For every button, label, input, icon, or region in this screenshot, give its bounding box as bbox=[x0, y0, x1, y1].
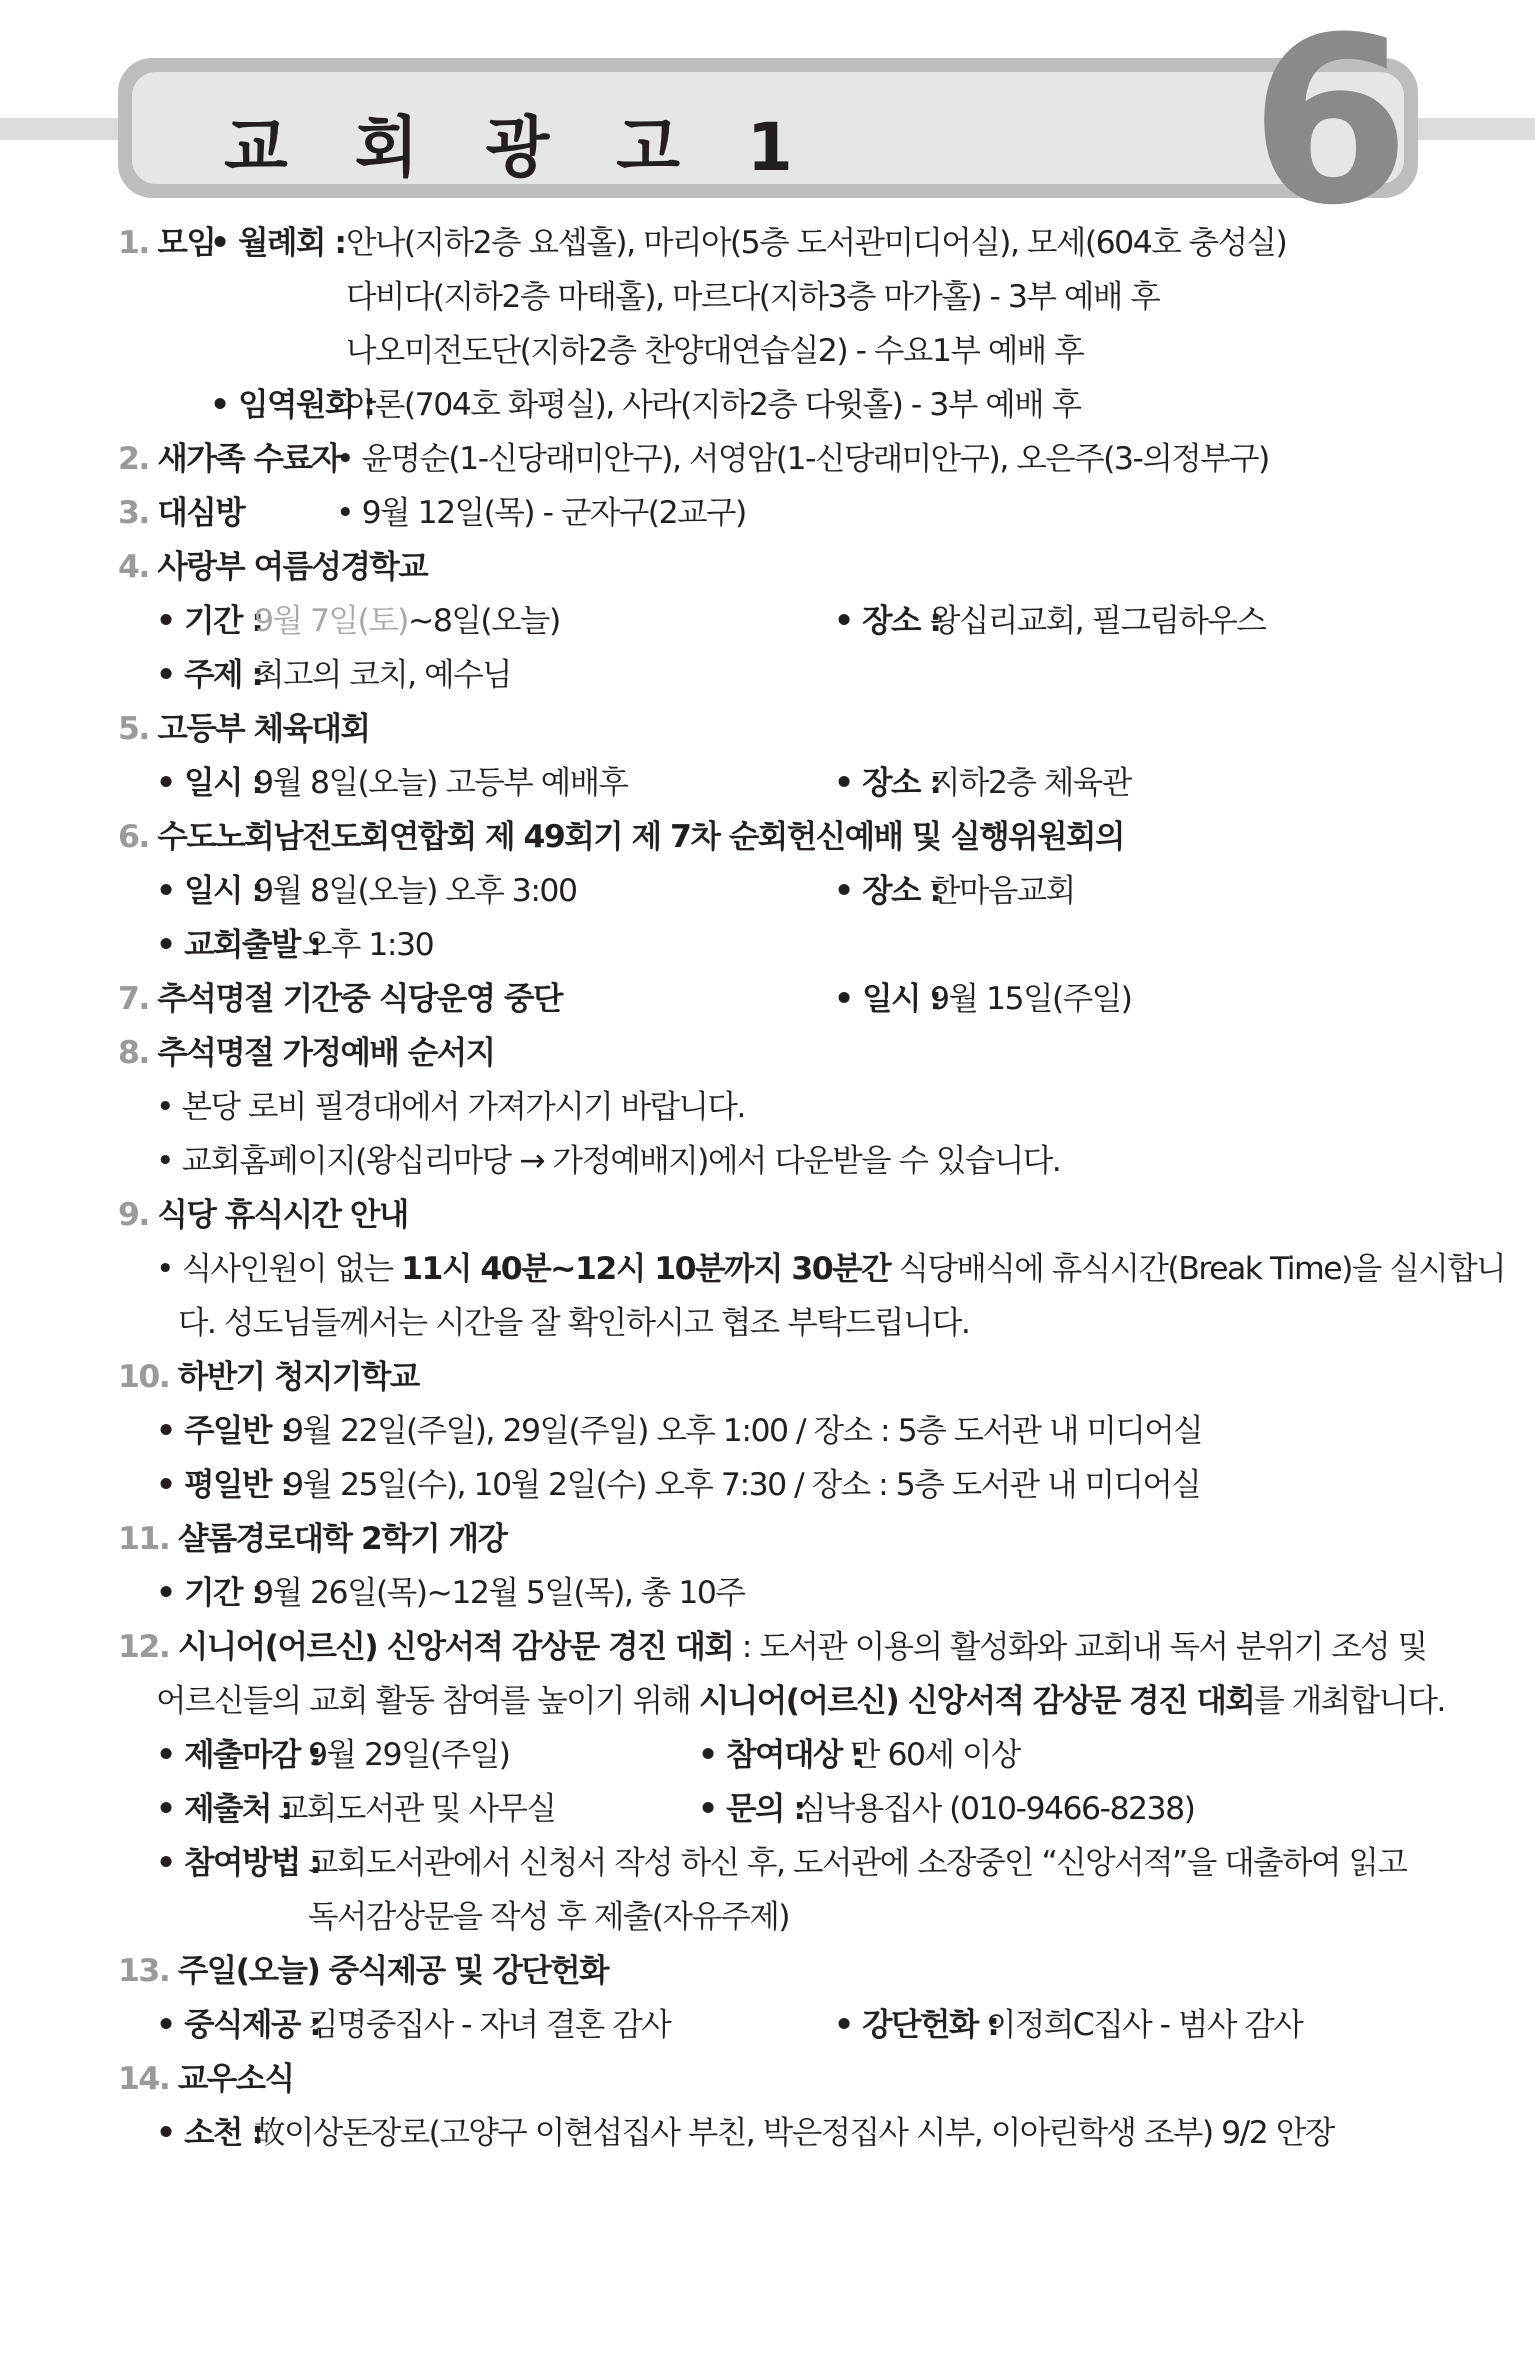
item-4-line bbox=[118, 648, 1418, 702]
field-label: • 강단헌화 : bbox=[834, 2007, 999, 2043]
item-text: • 식사인원이 없는 bbox=[156, 1251, 402, 1287]
field-value: 9월 25일(수), 10월 2일(수) 오후 7:30 / 장소 : 5층 도서관 내 미디어실 bbox=[284, 1467, 1201, 1503]
field-label: • 제출마감 : bbox=[156, 1737, 321, 1773]
field-value: 지하2층 체육관 bbox=[930, 765, 1131, 801]
field-value: 9월 26일(목)~12월 5일(목), 총 10주 bbox=[254, 1575, 745, 1611]
field-value: 故이상돈장로(고양구 이현섭집사 부친, 박은정집사 시부, 이아린학생 조부) 9/2 안장 bbox=[254, 2115, 1334, 2151]
field-label: • 교회출발 : bbox=[156, 927, 321, 963]
field-value: 안나(지하2층 요셉홀), 마리아(5층 도서관미디어실), 모세(604호 충성실) bbox=[346, 225, 1287, 261]
item-number: 14. bbox=[118, 2061, 170, 2097]
field-label: • 평일반 : bbox=[156, 1467, 292, 1503]
field-value: 한마음교회 bbox=[930, 873, 1075, 909]
item-title: 식당 휴식시간 안내 bbox=[157, 1197, 408, 1233]
title-banner-inner bbox=[132, 72, 1404, 184]
item-11-line bbox=[118, 1566, 1418, 1620]
item-title: 고등부 체육대회 bbox=[157, 711, 370, 747]
title-banner bbox=[118, 58, 1418, 198]
item-number: 13. bbox=[118, 1953, 170, 1989]
item-number: 8. bbox=[118, 1035, 149, 1071]
item-1-line bbox=[118, 270, 1418, 324]
field-value: 나오미전도단(지하2층 찬양대연습실2) - 수요1부 예배 후 bbox=[346, 333, 1084, 369]
item-12-line bbox=[118, 1890, 1418, 1944]
field-label: • 제출처 : bbox=[156, 1791, 292, 1827]
field-label: • 참여대상 : bbox=[698, 1737, 863, 1773]
field-value: 9월 15일(주일) bbox=[930, 981, 1132, 1017]
item-12-header bbox=[118, 1620, 1427, 1674]
item-title: 새가족 수료자 bbox=[157, 441, 341, 477]
field-value: 9월 8일(오늘) 오후 3:00 bbox=[254, 873, 577, 909]
field-value: 만 60세 이상 bbox=[850, 1737, 1020, 1773]
item-text: • 교회홈페이지(왕십리마당 → 가정예배지)에서 다운받을 수 있습니다. bbox=[156, 1143, 1061, 1179]
page-title: 교 회 광 고 1 bbox=[224, 109, 815, 186]
item-number: 6. bbox=[118, 819, 149, 855]
field-value: 이정희C집사 - 범사 감사 bbox=[986, 2007, 1303, 2043]
item-title: 주일(오늘) 중식제공 및 강단헌화 bbox=[177, 1953, 609, 1989]
item-title: 사랑부 여름성경학교 bbox=[157, 549, 428, 585]
field-label: • 일시 : bbox=[834, 981, 941, 1017]
item-title: 수도노회남전도회연합회 제 49회기 제 7차 순회헌신예배 및 실행위원회의 bbox=[157, 819, 1124, 855]
item-number: 9. bbox=[118, 1197, 149, 1233]
field-value: ~8일(오늘) bbox=[407, 603, 560, 639]
item-9-line bbox=[118, 1296, 1418, 1350]
item-text-emphasis: 11시 40분~12시 10분까지 30분간 bbox=[401, 1251, 891, 1287]
item-title: 추석명절 가정예배 순서지 bbox=[157, 1035, 495, 1071]
field-value: 왕십리교회, 필그림하우스 bbox=[930, 603, 1266, 639]
item-5-line bbox=[118, 756, 1418, 810]
item-text: • 윤명순(1-신당래미안구), 서영암(1-신당래미안구), 오은주(3-의정부구) bbox=[336, 441, 1269, 477]
item-10-line bbox=[118, 1404, 1418, 1458]
item-title: 추석명절 기간중 식당운영 중단 bbox=[157, 981, 562, 1017]
field-label: • 장소 : bbox=[834, 873, 941, 909]
item-title: 모임 bbox=[157, 225, 216, 261]
field-label: • 참여방법 : bbox=[156, 1845, 321, 1881]
field-value: 오후 1:30 bbox=[302, 927, 434, 963]
item-number: 2. bbox=[118, 441, 149, 477]
field-label: • 월례회 : bbox=[210, 225, 346, 261]
item-10-header bbox=[118, 1350, 1418, 1404]
item-number: 3. bbox=[118, 495, 149, 531]
item-1-line bbox=[118, 324, 1418, 378]
item-11-header bbox=[118, 1512, 1418, 1566]
announcement-list bbox=[118, 216, 1506, 2160]
item-3 bbox=[118, 486, 1418, 540]
field-label: • 임역원회 : bbox=[210, 387, 375, 423]
item-title: 샬롬경로대학 2학기 개강 bbox=[177, 1521, 507, 1557]
field-value: 9월 29일(주일) bbox=[308, 1737, 510, 1773]
field-value-past: 9월 7일(토) bbox=[254, 603, 408, 639]
item-title: 대심방 bbox=[157, 495, 245, 531]
item-8-header bbox=[118, 1026, 1418, 1080]
item-number: 7. bbox=[118, 981, 149, 1017]
item-13-line bbox=[118, 1998, 1418, 2052]
item-14-line bbox=[118, 2106, 1418, 2160]
field-label: • 기간 : bbox=[156, 603, 263, 639]
field-value: 교회도서관 및 사무실 bbox=[278, 1791, 556, 1827]
item-12-line bbox=[118, 1728, 1418, 1782]
item-number: 11. bbox=[118, 1521, 170, 1557]
item-12-line bbox=[118, 1674, 1445, 1728]
field-label: • 문의 : bbox=[698, 1791, 805, 1827]
field-value: 9월 22일(주일), 29일(주일) 오후 1:00 / 장소 : 5층 도서관 내 미디어실 bbox=[284, 1413, 1203, 1449]
field-label: • 소천 : bbox=[156, 2115, 263, 2151]
item-title: 하반기 청지기학교 bbox=[177, 1359, 419, 1395]
item-6-header bbox=[118, 810, 1418, 864]
item-text: • 9월 12일(목) - 군자구(2교구) bbox=[336, 495, 746, 531]
field-value: 9월 8일(오늘) 고등부 예배후 bbox=[254, 765, 628, 801]
field-value: 아론(704호 화평실), 사라(지하2층 다윗홀) - 3부 예배 후 bbox=[346, 387, 1081, 423]
item-8-line bbox=[118, 1134, 1418, 1188]
field-label: • 기간 : bbox=[156, 1575, 263, 1611]
item-10-line bbox=[118, 1458, 1418, 1512]
item-9-header bbox=[118, 1188, 1418, 1242]
item-title: 교우소식 bbox=[177, 2061, 294, 2097]
item-4-line bbox=[118, 594, 1418, 648]
item-number: 10. bbox=[118, 1359, 170, 1395]
item-7 bbox=[118, 972, 1418, 1026]
field-value: 심낙용집사 (010-9466-8238) bbox=[796, 1791, 1195, 1827]
item-text: : 도서관 이용의 활성화와 교회내 독서 분위기 조성 및 bbox=[733, 1629, 1427, 1665]
field-label: • 장소 : bbox=[834, 603, 941, 639]
item-number: 4. bbox=[118, 549, 149, 585]
item-2 bbox=[118, 432, 1418, 486]
item-1-line bbox=[118, 378, 1418, 432]
item-9-line bbox=[118, 1242, 1506, 1296]
item-text: 를 개최합니다. bbox=[1254, 1683, 1445, 1719]
item-13-header bbox=[118, 1944, 1418, 1998]
item-6-line bbox=[118, 918, 1418, 972]
item-12-line bbox=[118, 1782, 1418, 1836]
item-text: 식당배식에 휴식시간(Break Time)을 실시합니 bbox=[890, 1251, 1506, 1287]
item-4-header bbox=[118, 540, 1418, 594]
field-value: 독서감상문을 작성 후 제출(자유주제) bbox=[308, 1899, 790, 1935]
item-number: 12. bbox=[118, 1629, 170, 1665]
item-8-line bbox=[118, 1080, 1418, 1134]
item-14-header bbox=[118, 2052, 1418, 2106]
field-label: • 주일반 : bbox=[156, 1413, 292, 1449]
item-6-line bbox=[118, 864, 1418, 918]
page-number: 6 bbox=[1250, 0, 1405, 256]
item-12-line bbox=[118, 1836, 1418, 1890]
item-1-header bbox=[118, 216, 1418, 270]
field-label: • 일시 : bbox=[156, 873, 263, 909]
field-label: • 주제 : bbox=[156, 657, 263, 693]
item-number: 1. bbox=[118, 225, 149, 261]
field-value: 교회도서관에서 신청서 작성 하신 후, 도서관에 소장중인 “신앙서적”을 대출하여 읽고 bbox=[308, 1845, 1407, 1881]
field-label: • 장소 : bbox=[834, 765, 941, 801]
item-text: 어르신들의 교회 활동 참여를 높이기 위해 bbox=[156, 1683, 699, 1719]
field-value: 다비다(지하2층 마태홀), 마르다(지하3층 마가홀) - 3부 예배 후 bbox=[346, 279, 1160, 315]
item-text: • 본당 로비 필경대에서 가져가시기 바랍니다. bbox=[156, 1089, 745, 1125]
field-value: 김명중집사 - 자녀 결혼 감사 bbox=[308, 2007, 671, 2043]
field-label: • 중식제공 : bbox=[156, 2007, 321, 2043]
item-title: 시니어(어르신) 신앙서적 감상문 경진 대회 bbox=[177, 1629, 734, 1665]
item-5-header bbox=[118, 702, 1418, 756]
item-number: 5. bbox=[118, 711, 149, 747]
field-label: • 일시 : bbox=[156, 765, 263, 801]
item-text-emphasis: 시니어(어르신) 신앙서적 감상문 경진 대회 bbox=[698, 1683, 1255, 1719]
item-text: 다. 성도님들께서는 시간을 잘 확인하시고 협조 부탁드립니다. bbox=[178, 1305, 970, 1341]
field-value: 최고의 코치, 예수님 bbox=[254, 657, 511, 693]
